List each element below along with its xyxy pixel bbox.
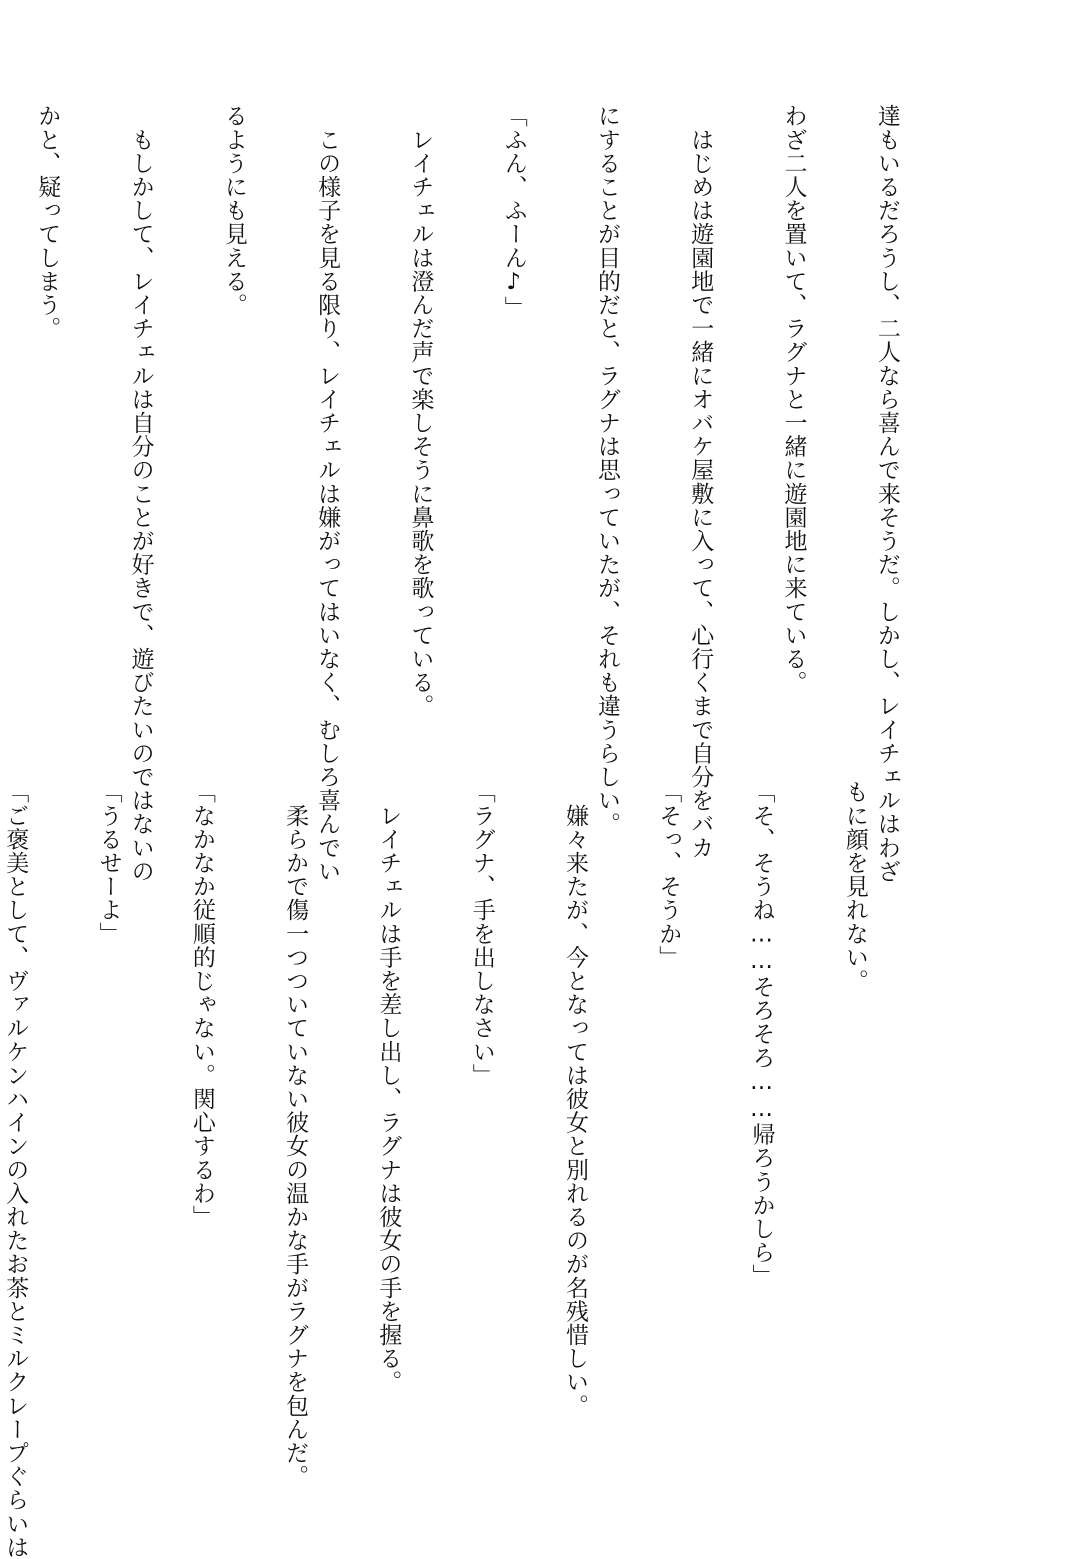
text-block-bottom [0,780,932,1559]
text-line: 「ご褒美として、ヴァルケンハインの入れたお茶とミルクレープぐらいは [2,780,29,1559]
text-line: にすることが目的だと、ラグナは思っていたが、それも違うらしい。 [593,104,620,836]
text-line: 柔らかで傷一つついていない彼女の温かな手がラグナを包んだ。 [282,780,309,1488]
text-line: 「ふん、ふーん♪」 [500,104,527,320]
text-line: かと、疑ってしまう。 [34,104,61,340]
text-line: 「なかなか従順的じゃない。関心するわ」 [188,780,215,1229]
text-line: わざ二人を置いて、ラグナと一緒に遊園地に来ている。 [780,104,807,694]
text-line: 嫌々来たが、今となっては彼女と別れるのが名残惜しい。 [561,780,588,1418]
text-line: はじめは遊園地で一緒にオバケ屋敷に入って、心行くまで自分をバカ [687,104,714,860]
text-line: 「そっ、そうか」 [655,780,682,969]
text-line: レイチェルは澄んだ声で楽しそうに鼻歌を歌っている。 [407,104,434,718]
text-line: もに顔を見れない。 [841,780,868,993]
text-line: 「ラグナ、手を出しなさい」 [468,780,495,1087]
text-line: この様子を見る限り、レイチェルは嫌がってはいなく、むしろ喜んでい [314,104,341,883]
text-line: るようにも見える。 [220,104,247,317]
text-line: もしかして、レイチェルは自分のことが好きで、遊びたいのではないの [127,104,154,883]
text-line: レイチェルは手を差し出し、ラグナは彼女の手を握る。 [375,780,402,1394]
text-line: 「そ、そうね……そろそろ……帰ろうかしら」 [748,780,775,1288]
text-line: 「うるせーよ」 [95,780,122,946]
text-line: 達もいるだろうし、二人なら喜んで来そうだ。しかし、レイチェルはわざ [873,104,900,883]
